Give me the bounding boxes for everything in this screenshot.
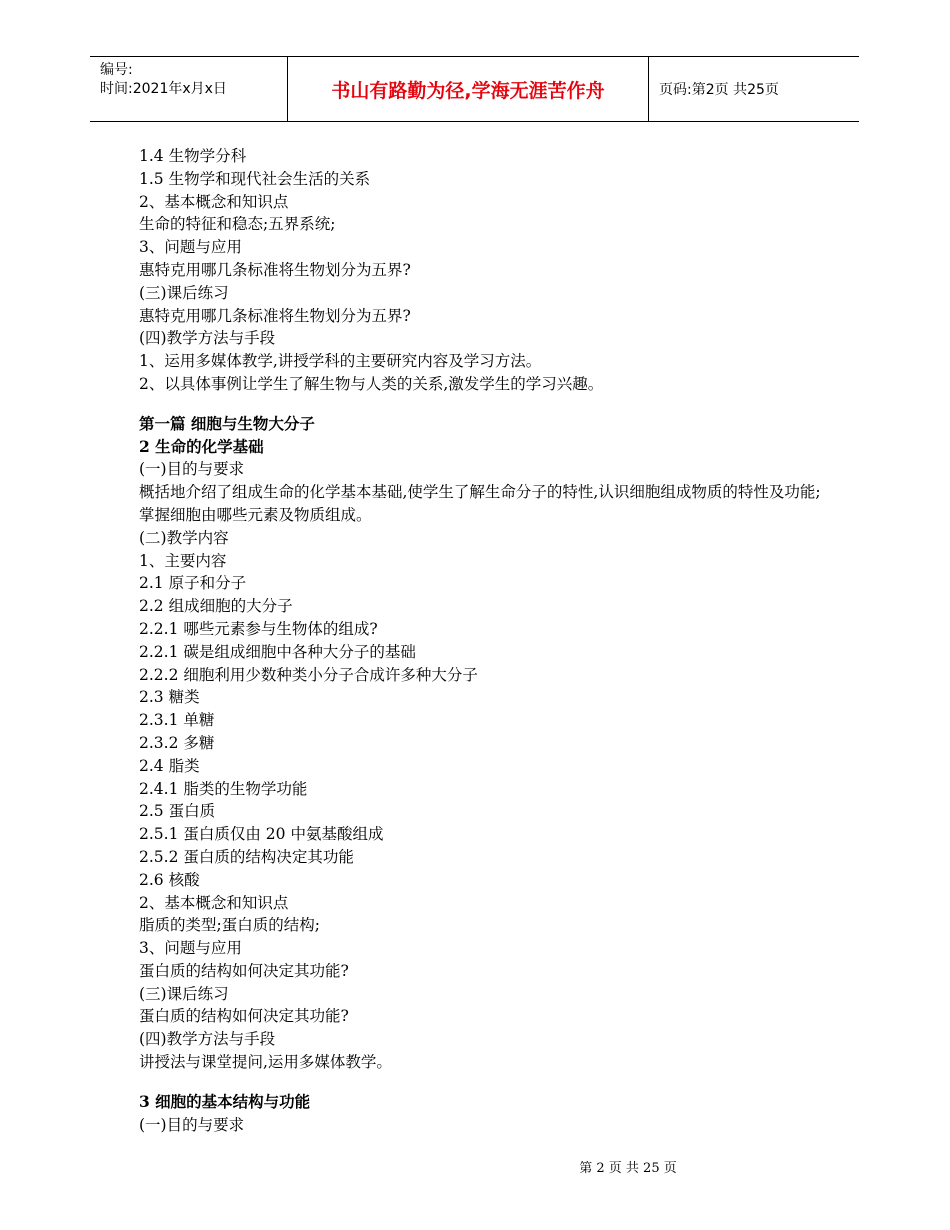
text-line: 2.6 核酸	[139, 870, 200, 889]
text-line: (四)教学方法与手段	[139, 329, 276, 348]
text-line: 1、主要内容	[139, 551, 227, 570]
text-line: 2.5.1 蛋白质仅由 20 中氨基酸组成	[139, 825, 384, 844]
text-line: 惠特克用哪几条标准将生物划分为五界?	[139, 260, 411, 279]
paragraph-gap	[139, 396, 829, 413]
page-footer: 第 2 页 共 25 页	[579, 1161, 677, 1176]
header-number-label: 编号:	[100, 62, 133, 78]
header-meta	[90, 57, 287, 121]
chapter-heading: 2 生命的化学基础	[139, 436, 264, 456]
header-page-info: 页码:第2页 共25页	[659, 82, 779, 98]
text-line: (三)课后练习	[139, 283, 229, 302]
text-line: (三)课后练习	[139, 984, 229, 1003]
paragraph-gap	[139, 1074, 829, 1091]
text-line: 脂质的类型;蛋白质的结构;	[139, 916, 320, 935]
text-line: (一)目的与要求	[139, 1115, 245, 1134]
text-line: 3、问题与应用	[139, 939, 242, 958]
text-line: 2.3 糖类	[139, 688, 200, 707]
part-heading: 第一篇 细胞与生物大分子	[139, 413, 315, 433]
text-line: 2.5.2 蛋白质的结构决定其功能	[139, 847, 354, 866]
text-line: 2.2 组成细胞的大分子	[139, 597, 293, 616]
header-motto: 书山有路勤为径,学海无涯苦作舟	[287, 57, 649, 121]
text-line: 1.4 生物学分科	[139, 147, 247, 165]
text-line: 2.2.2 细胞利用少数种类小分子合成许多种大分子	[139, 665, 478, 684]
text-line: 1、运用多媒体教学,讲授学科的主要研究内容及学习方法。	[139, 352, 542, 371]
text-line: 蛋白质的结构如何决定其功能?	[139, 961, 349, 980]
text-line: 1.5 生物学和现代社会生活的关系	[139, 169, 371, 188]
text-line: (一)目的与要求	[139, 460, 245, 479]
text-line: 生命的特征和稳态;五界系统;	[139, 215, 336, 234]
text-line: 2、以具体事例让学生了解生物与人类的关系,激发学生的学习兴趣。	[139, 374, 604, 393]
text-line: 2.3.2 多糖	[139, 733, 215, 752]
text-line: 2、基本概念和知识点	[139, 192, 289, 211]
text-line: 2.2.1 哪些元素参与生物体的组成?	[139, 619, 378, 638]
text-line: (四)教学方法与手段	[139, 1030, 276, 1049]
text-line: 2.3.1 单糖	[139, 711, 215, 730]
text-line: 2.4 脂类	[139, 756, 200, 775]
chapter-heading: 3 细胞的基本结构与功能	[139, 1091, 311, 1111]
text-line: 讲授法与课堂提问,运用多媒体教学。	[139, 1053, 392, 1072]
text-paragraph: 概括地介绍了组成生命的化学基本基础,使学生了解生命分子的特性,认识细胞组成物质的特性及功能;掌握细胞由哪些元素及物质组成。	[139, 483, 821, 524]
text-line: 惠特克用哪几条标准将生物划分为五界?	[139, 306, 411, 325]
text-line: (二)教学内容	[139, 528, 229, 547]
text-line: 蛋白质的结构如何决定其功能?	[139, 1007, 349, 1026]
text-line: 2.1 原子和分子	[139, 574, 247, 593]
header-time-label: 时间:2021年x月x日	[100, 81, 227, 97]
page-header	[90, 56, 859, 122]
text-line: 2.5 蛋白质	[139, 802, 216, 821]
text-line: 3、问题与应用	[139, 238, 242, 257]
text-line: 2、基本概念和知识点	[139, 893, 289, 912]
text-line: 2.2.1 碳是组成细胞中各种大分子的基础	[139, 642, 416, 661]
document-body	[139, 145, 829, 1136]
text-line: 2.4.1 脂类的生物学功能	[139, 779, 308, 798]
